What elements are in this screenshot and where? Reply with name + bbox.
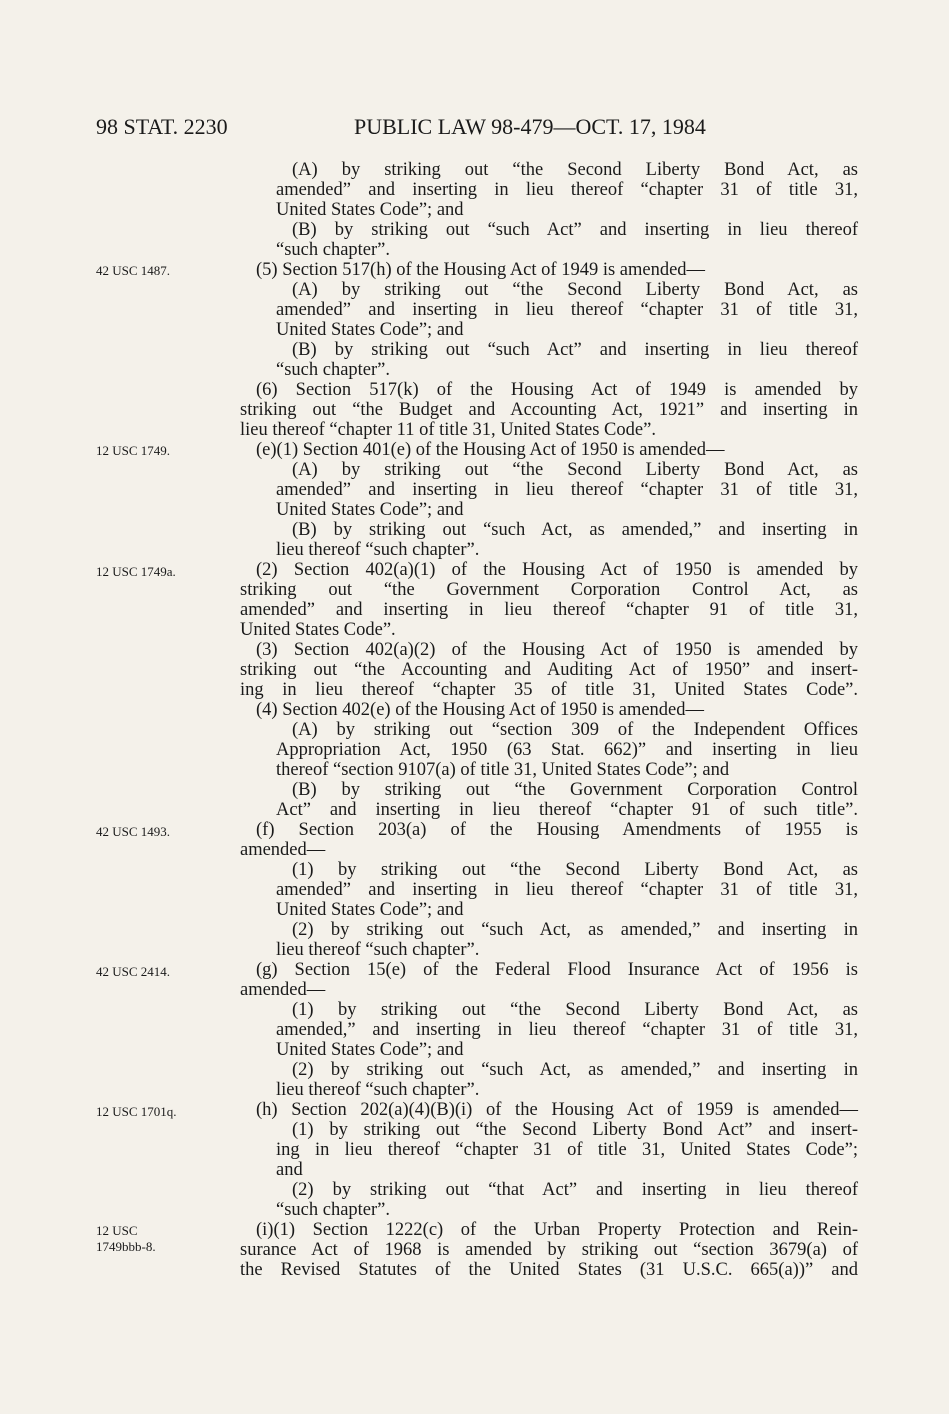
text-line: (4) Section 402(e) of the Housing Act of 1950 is amended—: [256, 700, 705, 720]
text-line: striking out “the Accounting and Auditing Act of 1950” and insert-: [240, 660, 858, 680]
text-line: amended” and inserting in lieu thereof “chapter 31 of title 31,: [276, 480, 858, 500]
text-line: (B) by striking out “such Act, as amended,” and inserting in: [292, 520, 858, 540]
text-line: United States Code”; and: [276, 320, 464, 340]
margin-note: 12 USC 1749a.: [96, 564, 176, 579]
text-line: (2) Section 402(a)(1) of the Housing Act of 1950 is amended by: [256, 560, 858, 580]
text-line: ing in lieu thereof “chapter 35 of title 31, United States Code”.: [240, 680, 858, 700]
text-line: United States Code”; and: [276, 500, 464, 520]
text-line: (2) by striking out “that Act” and inserting in lieu thereof: [292, 1180, 858, 1200]
text-line: “such chapter”.: [276, 360, 391, 380]
text-line: (B) by striking out “such Act” and inserting in lieu thereof: [292, 340, 858, 360]
text-line: United States Code”; and: [276, 1040, 464, 1060]
text-line: (B) by striking out “the Government Corporation Control: [292, 780, 858, 800]
text-line: (6) Section 517(k) of the Housing Act of 1949 is amended by: [256, 380, 858, 400]
text-line: and: [276, 1160, 303, 1180]
text-line: lieu thereof “such chapter”.: [276, 940, 480, 960]
margin-note: 12 USC 1701q.: [96, 1104, 177, 1119]
text-line: (3) Section 402(a)(2) of the Housing Act of 1950 is amended by: [256, 640, 858, 660]
text-line: (A) by striking out “the Second Liberty Bond Act, as: [292, 280, 858, 300]
page-header: [96, 114, 856, 144]
margin-note: 12 USC 1749.: [96, 443, 171, 458]
text-line: surance Act of 1968 is amended by striking out “section 3679(a) of: [240, 1240, 858, 1260]
text-line: (1) by striking out “the Second Liberty Bond Act, as: [292, 1000, 858, 1020]
text-line: (2) by striking out “such Act, as amended,” and inserting in: [292, 920, 858, 940]
text-line: (B) by striking out “such Act” and inserting in lieu thereof: [292, 220, 858, 240]
text-line: amended” and inserting in lieu thereof “chapter 31 of title 31,: [276, 300, 858, 320]
text-line: (1) by striking out “the Second Liberty Bond Act” and insert-: [292, 1120, 858, 1140]
text-line: United States Code”; and: [276, 200, 464, 220]
text-line: amended” and inserting in lieu thereof “chapter 31 of title 31,: [276, 880, 858, 900]
text-line: Act” and inserting in lieu thereof “chapter 91 of such title”.: [276, 800, 858, 820]
text-line: amended—: [240, 840, 326, 860]
text-line: amended” and inserting in lieu thereof “chapter 91 of title 31,: [240, 600, 858, 620]
text-line: amended—: [240, 980, 326, 1000]
text-line: (f) Section 203(a) of the Housing Amendments of 1955 is: [256, 820, 858, 840]
text-line: (h) Section 202(a)(4)(B)(i) of the Housing Act of 1959 is amended—: [256, 1100, 858, 1120]
margin-note: 12 USC: [96, 1223, 138, 1238]
text-line: United States Code”; and: [276, 900, 464, 920]
text-line: (2) by striking out “such Act, as amended,” and inserting in: [292, 1060, 858, 1080]
text-line: lieu thereof “chapter 11 of title 31, United States Code”.: [240, 420, 656, 440]
text-line: United States Code”.: [240, 620, 396, 640]
margin-note: 42 USC 1487.: [96, 263, 171, 278]
margin-note: 42 USC 2414.: [96, 964, 171, 979]
public-law-title: PUBLIC LAW 98-479—OCT. 17, 1984: [354, 114, 706, 139]
text-line: “such chapter”.: [276, 1200, 391, 1220]
statute-page-number: 98 STAT. 2230: [96, 114, 228, 139]
text-line: (e)(1) Section 401(e) of the Housing Act of 1950 is amended—: [256, 440, 725, 460]
text-line: striking out “the Government Corporation Control Act, as: [240, 580, 858, 600]
text-line: (A) by striking out “the Second Liberty Bond Act, as: [292, 160, 858, 180]
text-line: (A) by striking out “section 309 of the Independent Offices: [292, 720, 858, 740]
margin-note: 42 USC 1493.: [96, 824, 171, 839]
text-line: thereof “section 9107(a) of title 31, United States Code”; and: [276, 760, 730, 780]
text-line: (i)(1) Section 1222(c) of the Urban Property Protection and Rein-: [256, 1220, 858, 1240]
text-line: the Revised Statutes of the United States (31 U.S.C. 665(a))” and: [240, 1260, 858, 1280]
text-line: striking out “the Budget and Accounting Act, 1921” and inserting in: [240, 400, 858, 420]
text-line: lieu thereof “such chapter”.: [276, 1080, 480, 1100]
text-line: “such chapter”.: [276, 240, 391, 260]
text-line: (5) Section 517(h) of the Housing Act of 1949 is amended—: [256, 260, 706, 280]
margin-note: 1749bbb-8.: [96, 1239, 156, 1254]
text-line: amended,” and inserting in lieu thereof “chapter 31 of title 31,: [276, 1020, 858, 1040]
text-line: amended” and inserting in lieu thereof “chapter 31 of title 31,: [276, 180, 858, 200]
text-line: ing in lieu thereof “chapter 31 of title 31, United States Code”;: [276, 1140, 858, 1160]
text-line: (A) by striking out “the Second Liberty Bond Act, as: [292, 460, 858, 480]
text-line: lieu thereof “such chapter”.: [276, 540, 480, 560]
text-line: Appropriation Act, 1950 (63 Stat. 662)” and inserting in lieu: [276, 740, 858, 760]
text-line: (1) by striking out “the Second Liberty Bond Act, as: [292, 860, 858, 880]
text-line: (g) Section 15(e) of the Federal Flood Insurance Act of 1956 is: [256, 960, 858, 980]
